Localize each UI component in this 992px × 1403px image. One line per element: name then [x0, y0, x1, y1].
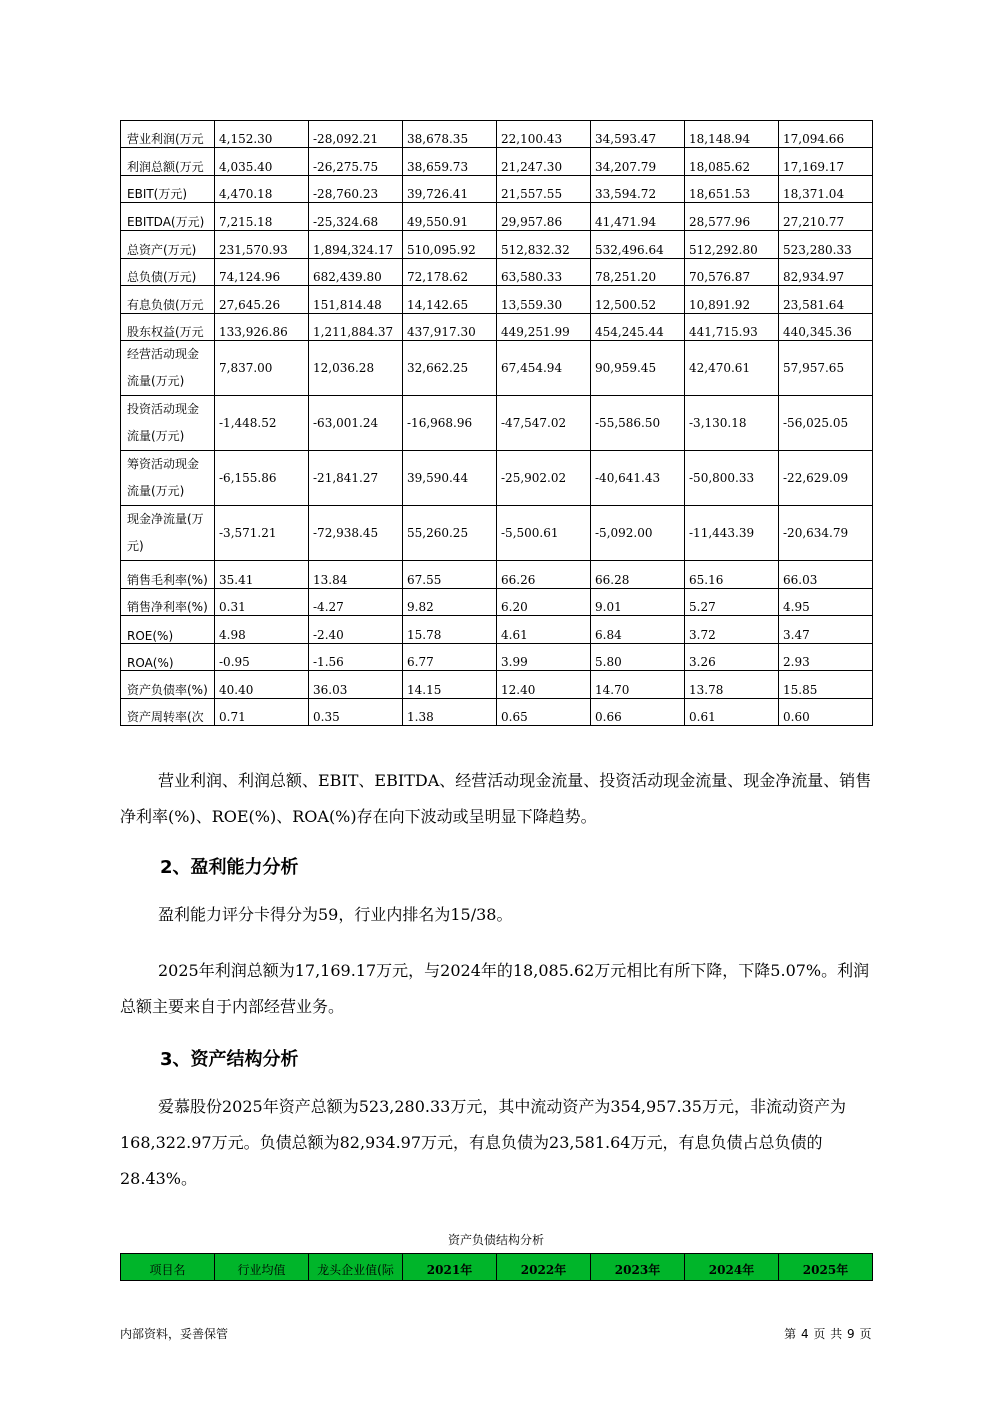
structure-header-row — [121, 1254, 873, 1281]
row-value: 66.28 — [591, 561, 685, 589]
row-value: 7,837.00 — [215, 341, 309, 396]
row-value: -21,841.27 — [309, 451, 403, 506]
row-value: 13.84 — [309, 561, 403, 589]
row-value: -6,155.86 — [215, 451, 309, 506]
row-label: EBIT(万元) — [121, 176, 215, 203]
row-value: -40,641.43 — [591, 451, 685, 506]
row-value: 90,959.45 — [591, 341, 685, 396]
row-value: -16,968.96 — [403, 396, 497, 451]
table-row — [121, 561, 873, 589]
row-value: 0.65 — [497, 699, 591, 726]
row-value: -3,571.21 — [215, 506, 309, 561]
row-value: -2.40 — [309, 616, 403, 644]
footer-page-number: 第 4 页 共 9 页 — [784, 1327, 872, 1341]
row-value: 437,917.30 — [403, 314, 497, 341]
row-value: 449,251.99 — [497, 314, 591, 341]
row-value: -5,092.00 — [591, 506, 685, 561]
row-value: 4.61 — [497, 616, 591, 644]
row-value: 15.85 — [779, 671, 873, 699]
row-value: 3.72 — [685, 616, 779, 644]
row-value: 9.01 — [591, 589, 685, 616]
row-value: -5,500.61 — [497, 506, 591, 561]
row-value: 42,470.61 — [685, 341, 779, 396]
row-value: 5.27 — [685, 589, 779, 616]
header-leader-value: 龙头企业值(际 — [309, 1254, 403, 1281]
table-row — [121, 506, 873, 561]
row-value: 66.26 — [497, 561, 591, 589]
row-value: 12.40 — [497, 671, 591, 699]
row-label: 利润总额(万元 — [121, 148, 215, 176]
row-value: 49,550.91 — [403, 203, 497, 231]
row-value: 4,152.30 — [215, 121, 309, 148]
asset-liability-structure-table — [120, 1253, 873, 1281]
row-value: -0.95 — [215, 644, 309, 671]
row-value: 57,957.65 — [779, 341, 873, 396]
row-label: 有息负债(万元 — [121, 286, 215, 314]
row-value: -20,634.79 — [779, 506, 873, 561]
table-row — [121, 231, 873, 259]
row-value: 18,371.04 — [779, 176, 873, 203]
row-value: 231,570.93 — [215, 231, 309, 259]
row-value: 1,894,324.17 — [309, 231, 403, 259]
row-value: 0.60 — [779, 699, 873, 726]
row-value: 7,215.18 — [215, 203, 309, 231]
row-value: 133,926.86 — [215, 314, 309, 341]
row-value: -11,443.39 — [685, 506, 779, 561]
financial-indicators-table — [120, 120, 873, 726]
table-row — [121, 451, 873, 506]
row-value: -4.27 — [309, 589, 403, 616]
row-value: 4.98 — [215, 616, 309, 644]
row-value: 38,659.73 — [403, 148, 497, 176]
row-value: 4,035.40 — [215, 148, 309, 176]
table-row — [121, 699, 873, 726]
row-value: 523,280.33 — [779, 231, 873, 259]
row-value: 34,207.79 — [591, 148, 685, 176]
section2-heading: 2、盈利能力分析 — [160, 857, 299, 878]
row-value: 74,124.96 — [215, 259, 309, 286]
table-row — [121, 616, 873, 644]
row-value: 512,292.80 — [685, 231, 779, 259]
row-value: 36.03 — [309, 671, 403, 699]
row-label: ROE(%) — [121, 616, 215, 644]
table-row — [121, 203, 873, 231]
row-label: 总负债(万元) — [121, 259, 215, 286]
table-row — [121, 341, 873, 396]
table-row — [121, 259, 873, 286]
row-value: 14,142.65 — [403, 286, 497, 314]
section3-asset-paragraph: 爱慕股份2025年资产总额为523,280.33万元，其中流动资产为354,957.35万元，非流动资产为168,322.97万元。负债总额为82,934.97万元，有息负债为23,581.64万元，有息负债占总负债的28.43%。 — [120, 1097, 846, 1188]
row-value: -1.56 — [309, 644, 403, 671]
row-value: 5.80 — [591, 644, 685, 671]
row-value: 9.82 — [403, 589, 497, 616]
row-value: 0.61 — [685, 699, 779, 726]
row-label: 资产周转率(次 — [121, 699, 215, 726]
row-value: 40.40 — [215, 671, 309, 699]
row-label: 投资活动现金流量(万元) — [121, 396, 215, 451]
row-value: 17,169.17 — [779, 148, 873, 176]
row-value: 18,651.53 — [685, 176, 779, 203]
row-label: 资产负债率(%) — [121, 671, 215, 699]
row-value: 78,251.20 — [591, 259, 685, 286]
section2-score-paragraph: 盈利能力评分卡得分为59，行业内排名为15/38。 — [158, 905, 513, 924]
row-value: 454,245.44 — [591, 314, 685, 341]
table-row — [121, 671, 873, 699]
header-item-name: 项目名 — [121, 1254, 215, 1281]
row-label: ROA(%) — [121, 644, 215, 671]
structure-table-caption: 资产负债结构分析 — [447, 1233, 544, 1247]
header-year-2022: 2022年 — [497, 1254, 591, 1281]
header-year-2025: 2025年 — [779, 1254, 873, 1281]
header-year-2024: 2024年 — [685, 1254, 779, 1281]
row-value: 21,247.30 — [497, 148, 591, 176]
row-value: 12,036.28 — [309, 341, 403, 396]
row-value: 70,576.87 — [685, 259, 779, 286]
section3-heading: 3、资产结构分析 — [160, 1049, 299, 1070]
row-value: -22,629.09 — [779, 451, 873, 506]
row-value: -28,092.21 — [309, 121, 403, 148]
row-value: 151,814.48 — [309, 286, 403, 314]
row-value: 23,581.64 — [779, 286, 873, 314]
row-value: 33,594.72 — [591, 176, 685, 203]
table-row — [121, 644, 873, 671]
table-row — [121, 148, 873, 176]
row-value: 4.95 — [779, 589, 873, 616]
row-value: -55,586.50 — [591, 396, 685, 451]
row-value: 3.99 — [497, 644, 591, 671]
row-value: 10,891.92 — [685, 286, 779, 314]
row-value: 14.15 — [403, 671, 497, 699]
row-value: 32,662.25 — [403, 341, 497, 396]
row-value: 6.77 — [403, 644, 497, 671]
row-label: 筹资活动现金流量(万元) — [121, 451, 215, 506]
row-label: 营业利润(万元 — [121, 121, 215, 148]
table-row — [121, 396, 873, 451]
header-industry-avg: 行业均值 — [215, 1254, 309, 1281]
row-value: -28,760.23 — [309, 176, 403, 203]
row-value: 3.47 — [779, 616, 873, 644]
row-value: 0.31 — [215, 589, 309, 616]
financial-table-body — [121, 121, 873, 726]
row-value: 66.03 — [779, 561, 873, 589]
row-value: -63,001.24 — [309, 396, 403, 451]
row-value: 1,211,884.37 — [309, 314, 403, 341]
row-value: 82,934.97 — [779, 259, 873, 286]
header-year-2021: 2021年 — [403, 1254, 497, 1281]
table-row — [121, 286, 873, 314]
row-value: -1,448.52 — [215, 396, 309, 451]
section2-profit-paragraph: 2025年利润总额为17,169.17万元，与2024年的18,085.62万元相比有所下降，下降5.07%。利润总额主要来自于内部经营业务。 — [120, 961, 870, 1016]
header-year-2023: 2023年 — [591, 1254, 685, 1281]
row-value: -72,938.45 — [309, 506, 403, 561]
row-value: 18,148.94 — [685, 121, 779, 148]
row-label: 经营活动现金流量(万元) — [121, 341, 215, 396]
row-value: 0.35 — [309, 699, 403, 726]
row-label: 总资产(万元) — [121, 231, 215, 259]
table-row — [121, 589, 873, 616]
row-value: 532,496.64 — [591, 231, 685, 259]
table-row — [121, 314, 873, 341]
row-value: 38,678.35 — [403, 121, 497, 148]
row-label: 销售毛利率(%) — [121, 561, 215, 589]
row-value: 27,210.77 — [779, 203, 873, 231]
row-value: -56,025.05 — [779, 396, 873, 451]
row-value: 15.78 — [403, 616, 497, 644]
row-value: 4,470.18 — [215, 176, 309, 203]
row-label: EBITDA(万元) — [121, 203, 215, 231]
row-value: 63,580.33 — [497, 259, 591, 286]
row-value: 29,957.86 — [497, 203, 591, 231]
row-label: 销售净利率(%) — [121, 589, 215, 616]
row-value: 35.41 — [215, 561, 309, 589]
row-value: 55,260.25 — [403, 506, 497, 561]
row-value: 0.66 — [591, 699, 685, 726]
row-value: -25,902.02 — [497, 451, 591, 506]
row-value: 27,645.26 — [215, 286, 309, 314]
row-value: -47,547.02 — [497, 396, 591, 451]
row-value: 512,832.32 — [497, 231, 591, 259]
row-value: 13,559.30 — [497, 286, 591, 314]
row-value: 72,178.62 — [403, 259, 497, 286]
row-label: 现金净流量(万元) — [121, 506, 215, 561]
row-value: 6.84 — [591, 616, 685, 644]
row-value: 67,454.94 — [497, 341, 591, 396]
footer-confidential-note: 内部资料，妥善保管 — [120, 1327, 229, 1341]
row-value: 18,085.62 — [685, 148, 779, 176]
row-value: 1.38 — [403, 699, 497, 726]
row-value: 34,593.47 — [591, 121, 685, 148]
table-row — [121, 176, 873, 203]
row-value: 6.20 — [497, 589, 591, 616]
row-value: 28,577.96 — [685, 203, 779, 231]
row-value: 13.78 — [685, 671, 779, 699]
row-value: 441,715.93 — [685, 314, 779, 341]
row-value: 21,557.55 — [497, 176, 591, 203]
row-value: -25,324.68 — [309, 203, 403, 231]
row-value: -3,130.18 — [685, 396, 779, 451]
table-row — [121, 121, 873, 148]
row-value: 0.71 — [215, 699, 309, 726]
row-value: 39,726.41 — [403, 176, 497, 203]
row-label: 股东权益(万元 — [121, 314, 215, 341]
trend-paragraph: 营业利润、利润总额、EBIT、EBITDA、经营活动现金流量、投资活动现金流量、现金净流量、销售净利率(%)、ROE(%)、ROA(%)存在向下波动或呈明显下降趋势。 — [120, 771, 872, 826]
row-value: -26,275.75 — [309, 148, 403, 176]
row-value: 12,500.52 — [591, 286, 685, 314]
row-value: -50,800.33 — [685, 451, 779, 506]
row-value: 2.93 — [779, 644, 873, 671]
row-value: 67.55 — [403, 561, 497, 589]
row-value: 682,439.80 — [309, 259, 403, 286]
row-value: 3.26 — [685, 644, 779, 671]
row-value: 440,345.36 — [779, 314, 873, 341]
row-value: 65.16 — [685, 561, 779, 589]
row-value: 39,590.44 — [403, 451, 497, 506]
row-value: 14.70 — [591, 671, 685, 699]
row-value: 510,095.92 — [403, 231, 497, 259]
row-value: 17,094.66 — [779, 121, 873, 148]
row-value: 41,471.94 — [591, 203, 685, 231]
row-value: 22,100.43 — [497, 121, 591, 148]
